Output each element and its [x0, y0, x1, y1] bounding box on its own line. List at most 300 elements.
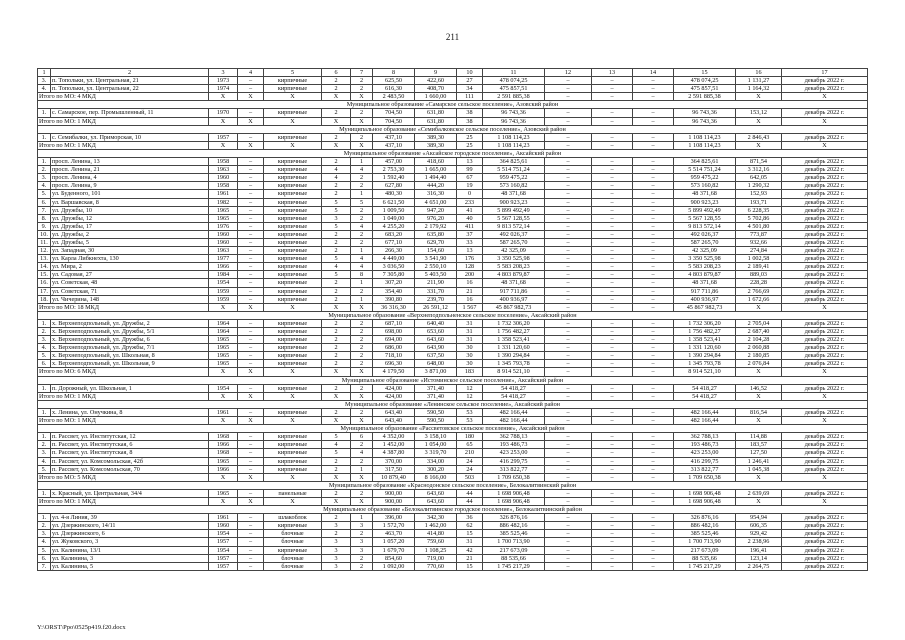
table-cell: X	[238, 473, 264, 481]
table-cell: 929,42	[736, 530, 782, 538]
table-cell: 457,00	[373, 158, 415, 166]
table-cell: 21	[457, 554, 483, 562]
table-cell: кирпичные	[264, 546, 322, 554]
table-cell: 900 923,23	[674, 198, 736, 206]
table-cell: X	[264, 368, 322, 376]
column-number: 16	[736, 69, 782, 77]
table-cell: –	[633, 230, 674, 238]
table-cell: 37	[457, 230, 483, 238]
table-cell: 3	[322, 214, 351, 222]
total-label: Итого по МО: 4 МКД	[38, 93, 209, 101]
table-cell: 1958	[209, 158, 238, 166]
table-cell: 1968	[209, 449, 238, 457]
table-cell: –	[592, 303, 633, 311]
table-cell: –	[545, 214, 592, 222]
table-row	[38, 85, 868, 93]
total-label: Итого по МО: 1 МКД	[38, 117, 209, 125]
table-cell: кирпичные	[264, 247, 322, 255]
table-cell: 3	[322, 522, 351, 530]
table-cell: 1965	[209, 214, 238, 222]
table-row	[38, 182, 868, 190]
table-cell: 5 583 208,23	[674, 263, 736, 271]
table-cell: кирпичные	[264, 336, 322, 344]
table-cell: 2	[351, 441, 373, 449]
table-cell: 6.	[38, 198, 51, 206]
table-cell: –	[592, 182, 633, 190]
table-cell: 2	[351, 206, 373, 214]
table-cell: –	[545, 546, 592, 554]
section-header-row	[38, 376, 868, 384]
table-cell: 5	[322, 198, 351, 206]
table-cell: –	[238, 174, 264, 182]
table-row	[38, 287, 868, 295]
table-cell: кирпичные	[264, 214, 322, 222]
table-cell: 33	[457, 238, 483, 246]
table-cell: –	[592, 368, 633, 376]
table-cell: 3 350 525,98	[674, 255, 736, 263]
table-cell: –	[545, 449, 592, 457]
table-cell: 16	[457, 279, 483, 287]
table-cell: X	[209, 368, 238, 376]
column-number: 13	[592, 69, 633, 77]
table-cell: 25	[457, 133, 483, 141]
table-cell: 7.	[38, 206, 51, 214]
table-cell: –	[545, 368, 592, 376]
table-cell: –	[545, 263, 592, 271]
table-cell: 53	[457, 408, 483, 416]
table-cell: 917 711,86	[674, 287, 736, 295]
table-cell: –	[592, 133, 633, 141]
table-cell: –	[545, 182, 592, 190]
table-cell: –	[545, 352, 592, 360]
table-cell: 1.	[38, 319, 51, 327]
table-cell: –	[633, 109, 674, 117]
table-cell: 210	[457, 449, 483, 457]
table-cell: X	[238, 497, 264, 505]
table-cell: 334,00	[415, 457, 457, 465]
table-cell: –	[238, 222, 264, 230]
table-cell: 371,40	[415, 384, 457, 392]
table-cell: 2	[322, 190, 351, 198]
table-cell: 1959	[209, 295, 238, 303]
table-cell: 1.	[38, 433, 51, 441]
table-cell: блочные	[264, 562, 322, 570]
table-cell: –	[238, 449, 264, 457]
table-cell: 1 390 294,84	[483, 352, 545, 360]
table-cell: 9 813 572,14	[483, 222, 545, 230]
table-cell: 1 672,66	[736, 295, 782, 303]
table-cell: X	[736, 117, 782, 125]
table-cell: 2 179,92	[415, 222, 457, 230]
table-cell: –	[545, 295, 592, 303]
table-cell: 643,60	[415, 497, 457, 505]
table-cell: 2	[322, 182, 351, 190]
table-cell: 629,70	[415, 238, 457, 246]
section-header-row	[38, 149, 868, 157]
table-cell: –	[238, 457, 264, 465]
table-cell: –	[545, 360, 592, 368]
table-cell: –	[633, 263, 674, 271]
table-cell: 2	[322, 238, 351, 246]
table-cell: 14.	[38, 263, 51, 271]
table-cell: 1966	[209, 441, 238, 449]
table-cell: –	[633, 546, 674, 554]
table-cell: X	[322, 117, 351, 125]
table-cell: –	[238, 344, 264, 352]
column-number: 1	[38, 69, 51, 77]
table-cell: 886 482,16	[674, 522, 736, 530]
table-cell: 1 592,40	[373, 174, 415, 182]
table-cell: 7.	[38, 562, 51, 570]
table-cell: 5.	[38, 352, 51, 360]
table-cell: 2	[351, 319, 373, 327]
table-cell: декабрь 2022 г.	[782, 344, 868, 352]
table-cell: –	[545, 497, 592, 505]
table-cell: 96 743,36	[674, 109, 736, 117]
table-cell: 1960	[209, 522, 238, 530]
table-cell: 492 026,37	[674, 230, 736, 238]
column-number: 12	[545, 69, 592, 77]
table-cell: 317,50	[373, 465, 415, 473]
table-cell: 1 732 306,20	[674, 319, 736, 327]
table-cell: 2	[322, 295, 351, 303]
table-cell: 152,93	[736, 190, 782, 198]
table-cell: –	[238, 360, 264, 368]
table-cell: 478 074,25	[483, 77, 545, 85]
column-number-row	[38, 69, 868, 77]
table-cell: 686,00	[373, 344, 415, 352]
table-cell: –	[238, 441, 264, 449]
table-cell: 6 228,35	[736, 206, 782, 214]
table-cell: –	[238, 77, 264, 85]
table-cell: X	[322, 303, 351, 311]
table-cell: –	[592, 222, 633, 230]
table-cell: 2	[351, 174, 373, 182]
table-cell: 1 679,70	[373, 546, 415, 554]
table-cell: X	[736, 473, 782, 481]
section-title: Муниципальное образование «Истоминское сельское поселение», Аксайский район	[38, 376, 868, 384]
table-cell: –	[633, 384, 674, 392]
table-cell: –	[592, 238, 633, 246]
table-cell: –	[633, 206, 674, 214]
table-cell: декабрь 2022 г.	[782, 514, 868, 522]
table-cell: 1954	[209, 279, 238, 287]
table-cell: –	[545, 319, 592, 327]
table-cell: 2	[351, 408, 373, 416]
table-cell: –	[545, 554, 592, 562]
table-cell: –	[545, 417, 592, 425]
table-cell: –	[238, 255, 264, 263]
table-cell: 45 867 982,73	[674, 303, 736, 311]
table-cell: 1 709 650,38	[483, 473, 545, 481]
table-cell: 31	[457, 319, 483, 327]
table-cell: 4	[322, 263, 351, 271]
table-cell: 4.	[38, 538, 51, 546]
table-cell: 414,80	[415, 530, 457, 538]
table-cell: 2	[322, 457, 351, 465]
table-cell: 3	[351, 546, 373, 554]
table-cell: 4	[351, 255, 373, 263]
table-cell: –	[238, 166, 264, 174]
table-cell: 2	[351, 182, 373, 190]
table-cell: 9.	[38, 222, 51, 230]
table-row	[38, 352, 868, 360]
column-number: 17	[782, 69, 868, 77]
table-cell: X	[782, 303, 868, 311]
table-cell: 1954	[209, 530, 238, 538]
table-cell: кирпичные	[264, 295, 322, 303]
table-cell: декабрь 2022 г.	[782, 247, 868, 255]
table-cell: 854,60	[373, 554, 415, 562]
table-cell: 8.	[38, 214, 51, 222]
table-cell: 217 673,09	[483, 546, 545, 554]
table-cell: 4 651,00	[415, 198, 457, 206]
table-cell: 5	[322, 271, 351, 279]
table-cell: X	[238, 417, 264, 425]
table-cell: кирпичные	[264, 238, 322, 246]
table-cell: 42 325,09	[674, 247, 736, 255]
table-cell: 24	[457, 465, 483, 473]
table-cell: –	[545, 174, 592, 182]
table-cell: –	[238, 554, 264, 562]
table-cell: 42	[457, 546, 483, 554]
table-cell: 2	[351, 230, 373, 238]
table-cell: 1960	[209, 238, 238, 246]
table-cell: –	[545, 489, 592, 497]
table-cell: 1 756 482,27	[674, 328, 736, 336]
table-cell: –	[545, 158, 592, 166]
table-cell: 8 914 521,10	[483, 368, 545, 376]
table-cell: 31	[457, 328, 483, 336]
table-cell: 1.	[38, 489, 51, 497]
table-cell: –	[633, 473, 674, 481]
table-cell: 5	[351, 198, 373, 206]
table-cell: 4	[351, 449, 373, 457]
table-cell: 1965	[209, 360, 238, 368]
table-cell: X	[351, 417, 373, 425]
table-cell: –	[545, 271, 592, 279]
table-cell: кирпичные	[264, 287, 322, 295]
table-cell: 1.	[38, 109, 51, 117]
table-cell: 3 036,50	[373, 263, 415, 271]
table-cell: 111	[457, 93, 483, 101]
table-cell: блочные	[264, 538, 322, 546]
table-cell: блочные	[264, 554, 322, 562]
table-cell: 1973	[209, 77, 238, 85]
table-cell: –	[238, 109, 264, 117]
table-cell: –	[238, 214, 264, 222]
table-cell: –	[545, 530, 592, 538]
table-cell: 1 108 114,23	[483, 133, 545, 141]
table-cell: декабрь 2022 г.	[782, 222, 868, 230]
table-cell: 8	[351, 271, 373, 279]
address-cell: х. Верхнеподпольный, ул. Дружбы, 5/1	[51, 328, 209, 336]
table-cell: –	[238, 465, 264, 473]
table-cell: X	[351, 93, 373, 101]
table-cell: –	[592, 384, 633, 392]
table-cell: 5 567 128,55	[483, 214, 545, 222]
table-cell: 1 054,00	[415, 441, 457, 449]
table-cell: 2	[351, 562, 373, 570]
table-cell: 687,10	[373, 319, 415, 327]
table-cell: X	[782, 93, 868, 101]
table-cell: –	[238, 295, 264, 303]
table-cell: 959 475,22	[483, 174, 545, 182]
table-cell: 444,20	[415, 182, 457, 190]
table-row	[38, 295, 868, 303]
column-number: 4	[238, 69, 264, 77]
table-cell: 26 591,12	[415, 303, 457, 311]
table-cell: X	[351, 368, 373, 376]
table-cell: кирпичные	[264, 255, 322, 263]
table-cell: 1961	[209, 514, 238, 522]
table-cell: 300,20	[415, 465, 457, 473]
table-cell: –	[592, 538, 633, 546]
table-cell: X	[782, 497, 868, 505]
table-cell: –	[545, 222, 592, 230]
section-title: Муниципальное образование «Семибалковское сельское поселение», Азовский район	[38, 125, 868, 133]
table-cell: кирпичные	[264, 441, 322, 449]
table-cell: 917 711,86	[483, 287, 545, 295]
table-cell: 871,54	[736, 158, 782, 166]
address-cell: п. Рассвет, ул. Комсомольская, 42б	[51, 457, 209, 465]
table-cell: 114,88	[736, 433, 782, 441]
table-cell: 385 525,46	[483, 530, 545, 538]
housing-table	[37, 68, 868, 571]
table-cell: 2 076,84	[736, 360, 782, 368]
table-cell: 3.	[38, 336, 51, 344]
table-cell: 0	[457, 190, 483, 198]
table-cell: 316,30	[415, 190, 457, 198]
table-cell: –	[633, 133, 674, 141]
table-cell: –	[238, 328, 264, 336]
table-cell: кирпичные	[264, 360, 322, 368]
table-cell: 34	[457, 85, 483, 93]
table-cell: 307,20	[373, 279, 415, 287]
table-cell: 1 358 523,41	[674, 336, 736, 344]
table-cell: 2	[322, 360, 351, 368]
table-cell: 1 572,70	[373, 522, 415, 530]
table-cell: 3 541,90	[415, 255, 457, 263]
table-cell: панельные	[264, 489, 322, 497]
table-cell: 313 822,77	[674, 465, 736, 473]
table-cell: 1974	[209, 85, 238, 93]
table-row	[38, 538, 868, 546]
table-cell: X	[736, 93, 782, 101]
table-cell: 424,00	[373, 392, 415, 400]
table-cell: 631,80	[415, 109, 457, 117]
table-cell: 1957	[209, 133, 238, 141]
table-cell: –	[592, 174, 633, 182]
table-row	[38, 522, 868, 530]
table-cell: 41	[457, 206, 483, 214]
table-row	[38, 133, 868, 141]
table-cell: 1960	[209, 230, 238, 238]
table-cell: 4	[322, 166, 351, 174]
address-cell: п. Рассвет, ул. Комсомольская, 70	[51, 465, 209, 473]
table-cell: 16.	[38, 279, 51, 287]
table-cell: 1 700 713,90	[674, 538, 736, 546]
table-cell: X	[736, 497, 782, 505]
table-row	[38, 109, 868, 117]
table-cell: 127,50	[736, 449, 782, 457]
table-cell: 2	[322, 77, 351, 85]
table-cell: кирпичные	[264, 230, 322, 238]
table-cell: 1 698 906,48	[674, 497, 736, 505]
table-row	[38, 214, 868, 222]
table-cell: –	[238, 263, 264, 271]
table-cell: 176	[457, 255, 483, 263]
table-cell: 1957	[209, 538, 238, 546]
table-cell: 959 475,22	[674, 174, 736, 182]
table-cell: 233	[457, 198, 483, 206]
table-cell: 770,60	[415, 562, 457, 570]
table-cell: X	[322, 497, 351, 505]
table-cell: 154,60	[415, 247, 457, 255]
total-label: Итого по МО: 1 МКД	[38, 417, 209, 425]
table-cell: –	[592, 206, 633, 214]
table-cell: 3.	[38, 174, 51, 182]
section-title: Муниципальное образование «Аксайское городское поселение», Аксайский район	[38, 149, 868, 157]
table-cell: 10 879,40	[373, 473, 415, 481]
table-cell: X	[782, 141, 868, 149]
table-cell: –	[545, 303, 592, 311]
table-cell: –	[545, 230, 592, 238]
total-row	[38, 141, 868, 149]
table-cell: декабрь 2022 г.	[782, 190, 868, 198]
table-cell: 1 698 906,48	[483, 489, 545, 497]
section-title: Муниципальное образование «Верхнеподпольненское сельское поселение», Аксайский район	[38, 311, 868, 319]
table-cell: 2 189,41	[736, 263, 782, 271]
table-cell: 13.	[38, 255, 51, 263]
table-cell: 5	[322, 433, 351, 441]
address-cell: х. Красный, ул. Центральная, 34/4	[51, 489, 209, 497]
table-row	[38, 247, 868, 255]
table-cell: 653,60	[415, 328, 457, 336]
table-cell: 385 525,46	[674, 530, 736, 538]
table-cell: –	[238, 352, 264, 360]
table-cell: 180	[457, 433, 483, 441]
table-cell: 759,60	[415, 538, 457, 546]
table-cell: декабрь 2022 г.	[782, 319, 868, 327]
table-cell: 45 867 982,73	[483, 303, 545, 311]
address-cell: х. Верхнеподпольный, ул. Дружбы, 7/1	[51, 344, 209, 352]
table-cell: X	[322, 368, 351, 376]
table-cell: 463,70	[373, 530, 415, 538]
table-cell: –	[238, 489, 264, 497]
address-cell: п. Топольки, ул. Центральная, 21	[51, 77, 209, 85]
table-cell: кирпичные	[264, 449, 322, 457]
table-cell: 1.	[38, 408, 51, 416]
table-cell: кирпичные	[264, 158, 322, 166]
table-cell: кирпичные	[264, 271, 322, 279]
table-cell: –	[545, 247, 592, 255]
table-cell: –	[633, 238, 674, 246]
table-cell: –	[633, 190, 674, 198]
table-cell: X	[782, 392, 868, 400]
column-number: 5	[264, 69, 322, 77]
table-cell: 2 753,30	[373, 166, 415, 174]
table-cell: 1965	[209, 344, 238, 352]
table-cell: 2 591 885,38	[674, 93, 736, 101]
table-cell: 5 899 492,49	[674, 206, 736, 214]
table-cell: 2	[351, 384, 373, 392]
table-cell: 475 857,51	[483, 85, 545, 93]
table-cell: 38	[457, 109, 483, 117]
table-cell: 5.	[38, 465, 51, 473]
table-cell: X	[736, 417, 782, 425]
table-cell: 573 160,82	[674, 182, 736, 190]
